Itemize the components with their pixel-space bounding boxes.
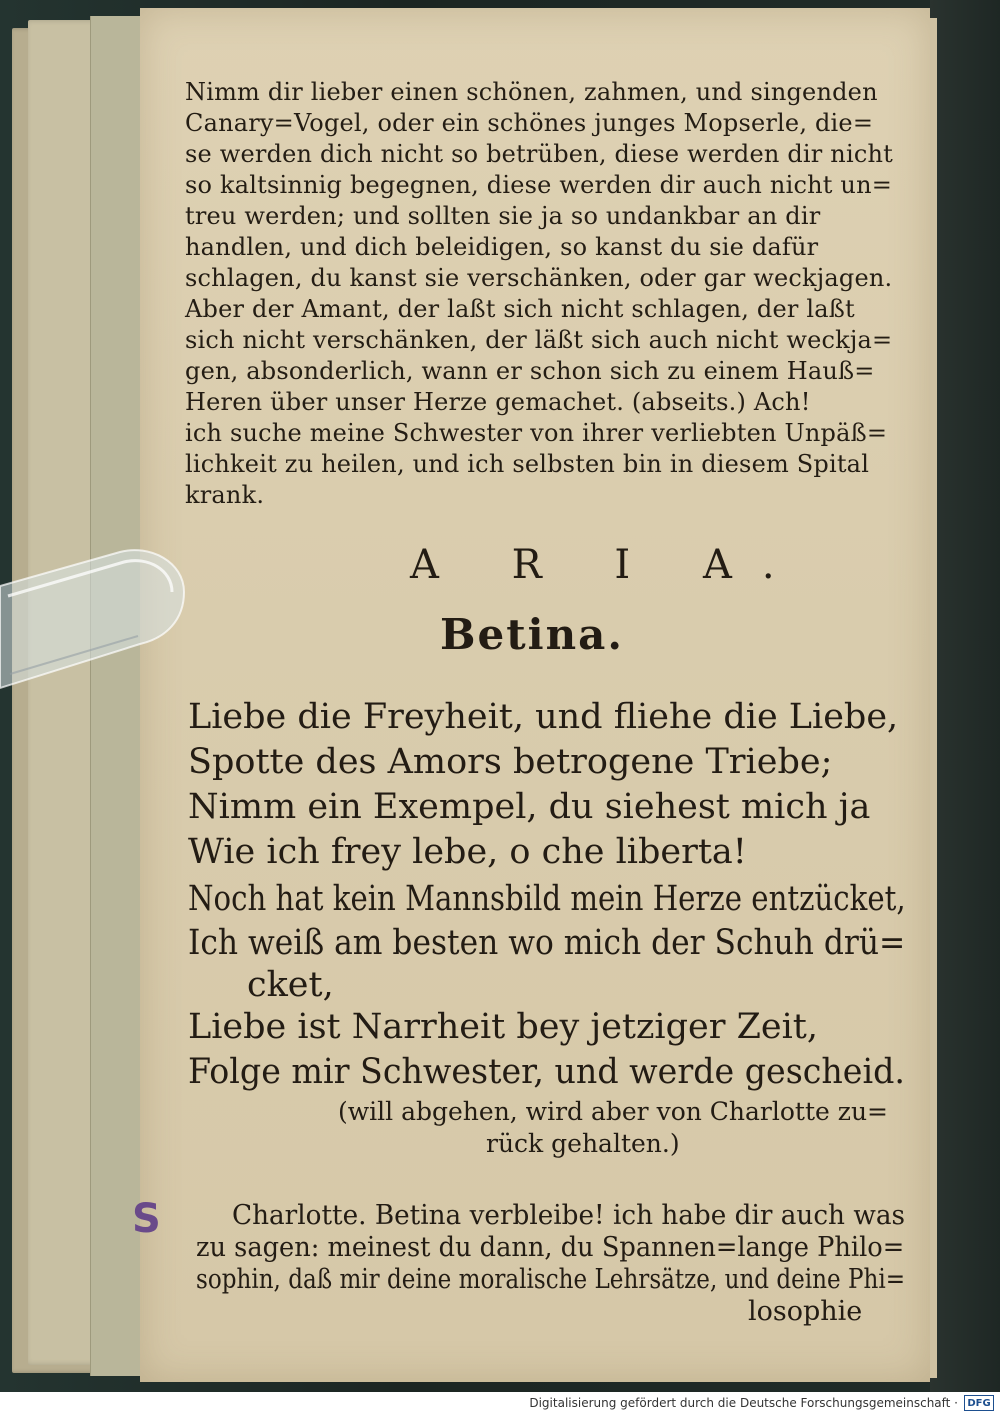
prose-line: krank. — [185, 481, 265, 509]
dialogue-line: Charlotte. Betina verbleibe! ich habe dir auch was — [232, 1200, 905, 1231]
aria-heading: A R I A. — [410, 542, 805, 588]
verse-line: Spotte des Amors betrogene Triebe; — [188, 742, 833, 782]
dialogue-line: sophin, daß mir deine moralische Lehrsätze, und deine Phi= — [196, 1264, 906, 1295]
verse-line: Folge mir Schwester, und werde gescheid. — [188, 1052, 905, 1092]
verse-line: Liebe ist Narrheit bey jetziger Zeit, — [188, 1007, 818, 1047]
verse-line: Noch hat kein Mannsbild mein Herze entzücket, — [188, 879, 906, 919]
verse-line: Ich weiß am besten wo mich der Schuh drü= — [188, 923, 906, 963]
verse-line: Liebe die Freyheit, und fliehe die Liebe, — [188, 697, 899, 737]
verse-line: cket, — [247, 965, 334, 1005]
prose-line: sich nicht verschänken, der läßt sich auch nicht weckja= — [185, 326, 893, 354]
dialogue-line: losophie — [748, 1296, 863, 1327]
prose-line: se werden dich nicht so betrüben, diese werden dir nicht — [185, 140, 893, 168]
prose-line: treu werden; und sollten sie ja so undankbar an dir — [185, 202, 821, 230]
library-stamp: S — [132, 1196, 161, 1242]
prose-line: Nimm dir lieber einen schönen, zahmen, und singenden — [185, 78, 878, 106]
prose-line: so kaltsinnig begegnen, diese werden dir auch nicht un= — [185, 171, 893, 199]
prose-line: handlen, und dich beleidigen, so kanst du sie dafür — [185, 233, 819, 261]
stage-direction-line: (will abgehen, wird aber von Charlotte zu= — [338, 1097, 888, 1126]
verse-line: Wie ich frey lebe, o che liberta! — [188, 832, 747, 872]
funding-credit: Digitalisierung gefördert durch die Deutsche Forschungsgemeinschaft · — [529, 1396, 958, 1410]
prose-line: gen, absonderlich, wann er schon sich zu einem Hauß= — [185, 357, 875, 385]
prose-line: Aber der Amant, der laßt sich nicht schlagen, der laßt — [185, 295, 855, 323]
dialogue-line: zu sagen: meinest du dann, du Spannen=lange Philo= — [196, 1232, 905, 1263]
scan-right-edge — [930, 0, 1000, 1392]
footer-bar — [0, 1392, 1000, 1415]
prose-line: ich suche meine Schwester von ihrer verliebten Unpäß= — [185, 419, 888, 447]
page-clip — [0, 548, 186, 698]
prose-line: Heren über unser Herze gemachet. (abseits.) Ach! — [185, 388, 811, 416]
prose-line: schlagen, du kanst sie verschänken, oder gar weckjagen. — [185, 264, 893, 292]
speaker-name: Betina. — [440, 610, 624, 659]
prose-line: lichkeit zu heilen, und ich selbsten bin in diesem Spital — [185, 450, 870, 478]
prose-line: Canary=Vogel, oder ein schönes junges Mopserle, die= — [185, 109, 874, 137]
dfg-logo-icon: DFG — [964, 1395, 994, 1411]
verse-line: Nimm ein Exempel, du siehest mich ja — [188, 787, 871, 827]
stage-direction-line: rück gehalten.) — [486, 1129, 680, 1158]
